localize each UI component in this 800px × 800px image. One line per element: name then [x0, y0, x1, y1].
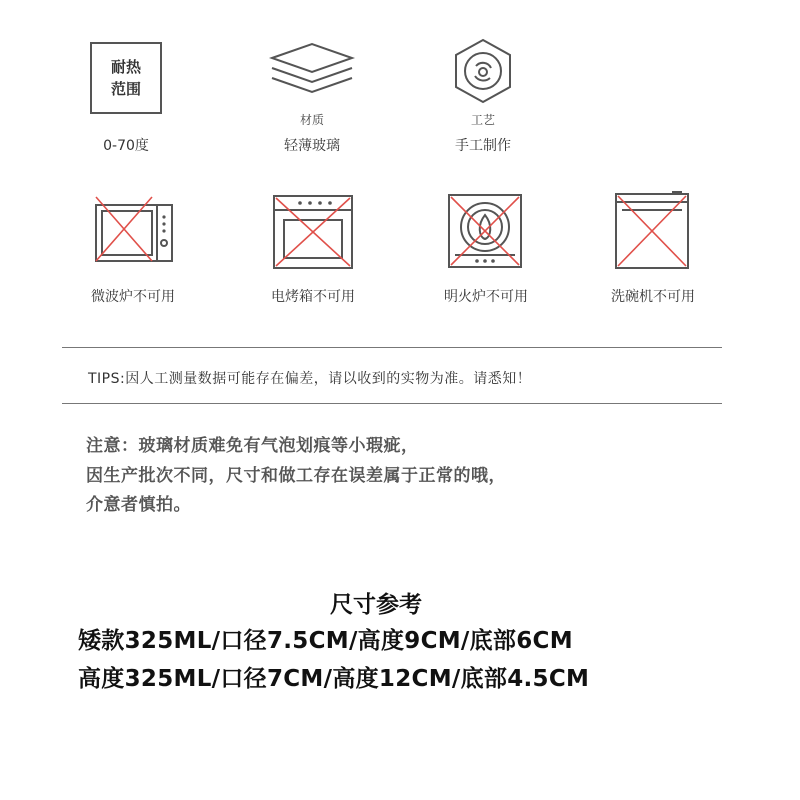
gas-stove-icon [447, 193, 523, 269]
heat-range-caption: 0-70度 [103, 138, 149, 154]
notice-line-2: 因生产批次不同，尺寸和做工存在误差属于正常的哦， [86, 466, 506, 486]
warning-label-microwave: 微波炉不可用 [91, 289, 175, 305]
heat-range-title-2: 范围 [110, 80, 141, 98]
tips-text: TIPS:因人工测量数据可能存在偏差，请以收到的实物为准。请悉知！ [88, 371, 532, 387]
material-name: 材质 [299, 113, 324, 127]
dishwasher-icon [614, 188, 690, 270]
warning-label-dishwasher: 洗碗机不可用 [611, 289, 695, 305]
notice-line-1: 注意：玻璃材质难免有气泡划痕等小瑕疵， [86, 436, 419, 456]
tips-bottom-divider [62, 403, 722, 404]
notice-line-3: 介意者慎拍。 [86, 495, 191, 515]
microwave-icon [94, 195, 176, 267]
layers-icon [266, 40, 358, 98]
craft-name: 工艺 [470, 113, 495, 127]
craft-icon [448, 36, 518, 106]
craft-caption: 手工制作 [455, 138, 511, 154]
size-line-tall: 高度325ML/口径7CM/高度12CM/底部4.5CM [78, 666, 590, 692]
heat-range-box [90, 42, 162, 114]
heat-range-title-1: 耐热 [110, 58, 141, 76]
tips-top-divider [62, 347, 722, 348]
warning-label-oven: 电烤箱不可用 [271, 289, 355, 305]
size-reference-title: 尺寸参考 [330, 592, 422, 618]
warning-label-gas-stove: 明火炉不可用 [444, 289, 528, 305]
material-caption: 轻薄玻璃 [284, 138, 340, 154]
size-line-short: 矮款325ML/口径7.5CM/高度9CM/底部6CM [78, 628, 573, 654]
oven-icon [272, 190, 354, 270]
